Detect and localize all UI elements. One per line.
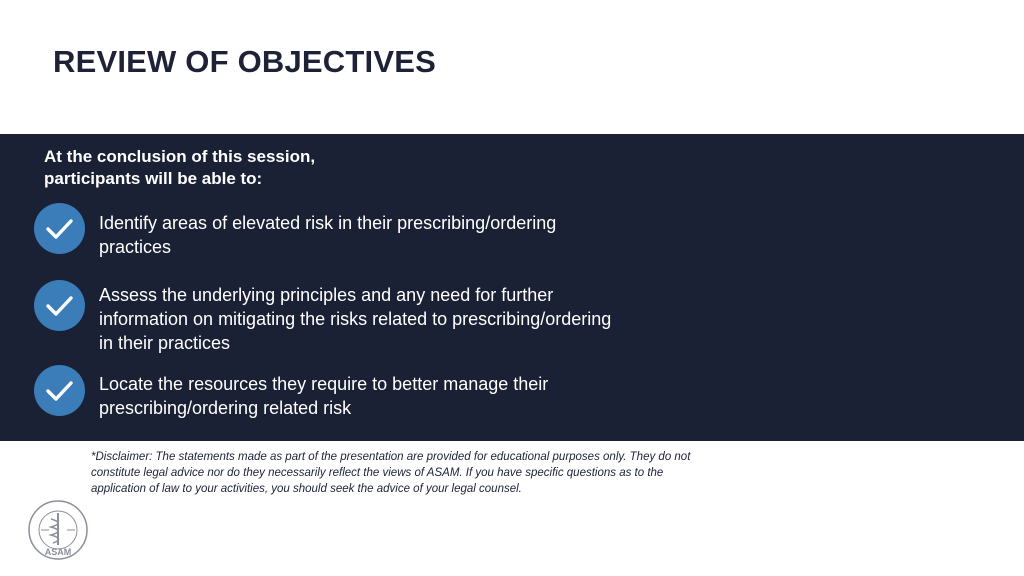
intro-line-1: At the conclusion of this session, — [44, 147, 316, 166]
intro-line-2: participants will be able to: — [44, 169, 263, 188]
svg-text:ASAM: ASAM — [44, 547, 72, 557]
check-icon — [34, 280, 85, 331]
intro-text — [44, 146, 404, 190]
objective-text-3: Locate the resources they require to better manage their prescribing/ordering related risk — [99, 374, 549, 418]
asam-seal-logo — [27, 499, 89, 566]
objective-text-1: Identify areas of elevated risk in their prescribing/ordering practices — [99, 213, 557, 257]
objective-text-2: Assess the underlying principles and any need for further information on mitigating the risks related to prescribing/ordering in their practices — [99, 285, 612, 353]
disclaimer-text: *Disclaimer: The statements made as part of the presentation are provided for educational purposes only. They do not constitute legal advice nor do they necessarily reflect the views of ASAM. If you have specific questions as to the application of law to your activities, you should seek the advice of your legal counsel. — [91, 451, 691, 495]
check-icon — [34, 365, 85, 416]
slide-title: REVIEW OF OBJECTIVES — [53, 44, 436, 79]
check-icon — [34, 203, 85, 254]
